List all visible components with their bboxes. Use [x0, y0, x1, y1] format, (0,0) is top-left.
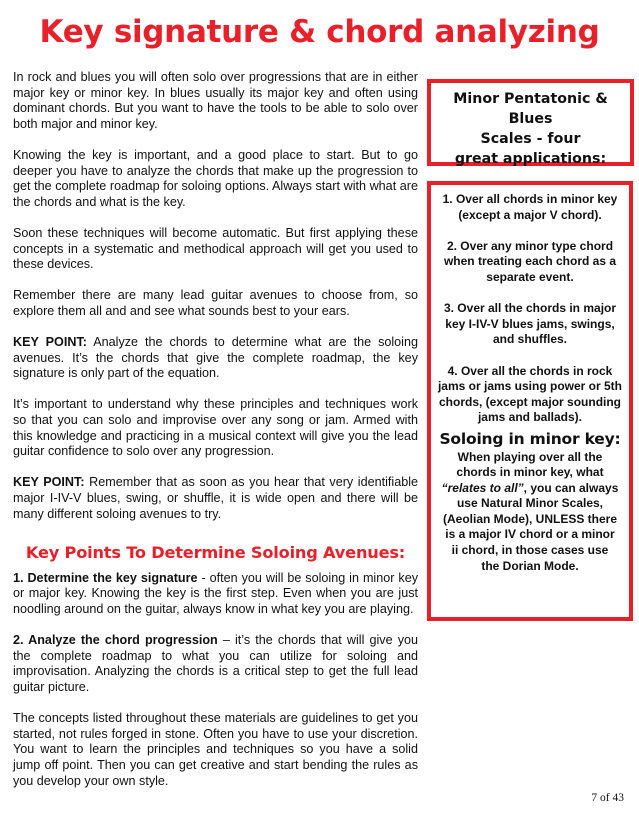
step-2-label: 2. Analyze the chord progression	[13, 633, 218, 648]
sidebar-applications-box	[427, 181, 633, 621]
paragraph-key-importance: Knowing the key is important, and a good place to start. But to go deeper you have to analyze the chords that make up the progression to get the complete roadmap for soloing options. Always start with what are the chords and what is the key.	[13, 147, 418, 209]
soloing-text	[431, 450, 629, 575]
sidebar-heading-line-1: Minor Pentatonic & Blues	[453, 91, 608, 127]
paragraph-intro: In rock and blues you will often solo over progressions that are in either major key or minor key. In blues usually its major key and often using dominant chords. But you want to have the tools to be able to solo over both major and minor key.	[13, 70, 418, 131]
step-1-text: - often you will be soloing in minor key or major key. Knowing the key is the first step. Even when you are just noodling around on the guitar, always know in what key you are playing.	[13, 570, 418, 616]
application-item-3: 3. Over all the chords in major key I-IV-V blues jams, swings, and shuffles.	[443, 301, 617, 347]
paragraph-automatic: Soon these techniques will become automatic. But first applying these concepts in a systematic and methodical approach will get you used to these devices.	[13, 225, 418, 272]
key-point-2	[13, 475, 418, 522]
main-column	[13, 70, 418, 789]
paragraph-guidelines: The concepts listed throughout these materials are guidelines to get you started, not rules forged in stone. Often you have to use your discretion. You want to learn the principles and techniques so you have a solid jump off point. Then you can get creative and start bending the rules as you develop your own style.	[13, 711, 418, 788]
soloing-emphasis: “relates to all”	[441, 480, 524, 495]
step-2	[13, 633, 418, 695]
key-point-1-label: KEY POINT:	[13, 335, 87, 350]
application-item-4: 4. Over all the chords in rock jams or jams using power or 5th chords, (except major sounding jams and ballads).	[437, 363, 623, 425]
step-1-label: 1. Determine the key signature	[13, 570, 198, 585]
sidebar-heading-box	[427, 79, 634, 166]
key-point-1-text: Analyze the chords to determine what are the soloing avenues. It’s the chords that give the complete roadmap, the key signature is only part of the equation.	[13, 335, 418, 381]
application-item-2: 2. Over any minor type chord when treating each chord as a separate event.	[443, 238, 617, 284]
key-point-1	[13, 335, 418, 382]
soloing-heading: Soloing in minor key:	[439, 429, 621, 448]
page-number: 7 of 43	[591, 792, 624, 804]
soloing-text-part-1: When playing over all the chords in minor key, what	[456, 449, 604, 480]
key-point-2-text: Remember that as soon as you hear that very identifiable major I-IV-V blues, swing, or shuffle, it is wide open and there will be many different soloing avenues to try.	[13, 475, 418, 521]
step-2-text: – it’s the chords that will give you the complete roadmap to what you can utilize for soloing and improvisation. Analyzing the chords is a critical step to get the full lead guitar picture.	[13, 633, 418, 694]
application-item-1: 1. Over all chords in minor key (except a major V chord).	[442, 192, 618, 222]
key-point-2-label: KEY POINT:	[13, 475, 85, 490]
paragraph-principles: It’s important to understand why these principles and techniques work so that you can solo and improvise over any song or jam. Armed with this knowledge and practicing in a musical context will give you the lead guitar confidence to solo over any progression.	[13, 397, 418, 459]
step-1	[13, 571, 418, 618]
page-title: Key signature & chord analyzing	[39, 14, 600, 50]
sidebar-heading-line-2: Scales - four	[480, 131, 581, 147]
soloing-text-part-2: , you can always use Natural Minor Scales, (Aeolian Mode), UNLESS there is a major IV chord or a minor ii chord, in those cases use the Dorian Mode.	[442, 480, 619, 573]
section-heading: Key Points To Determine Soloing Avenues:	[25, 543, 406, 563]
paragraph-avenues: Remember there are many lead guitar avenues to choose from, so explore them all and and see what sounds best to your ears.	[13, 288, 418, 318]
sidebar-heading-line-3: great applications:	[454, 151, 607, 167]
